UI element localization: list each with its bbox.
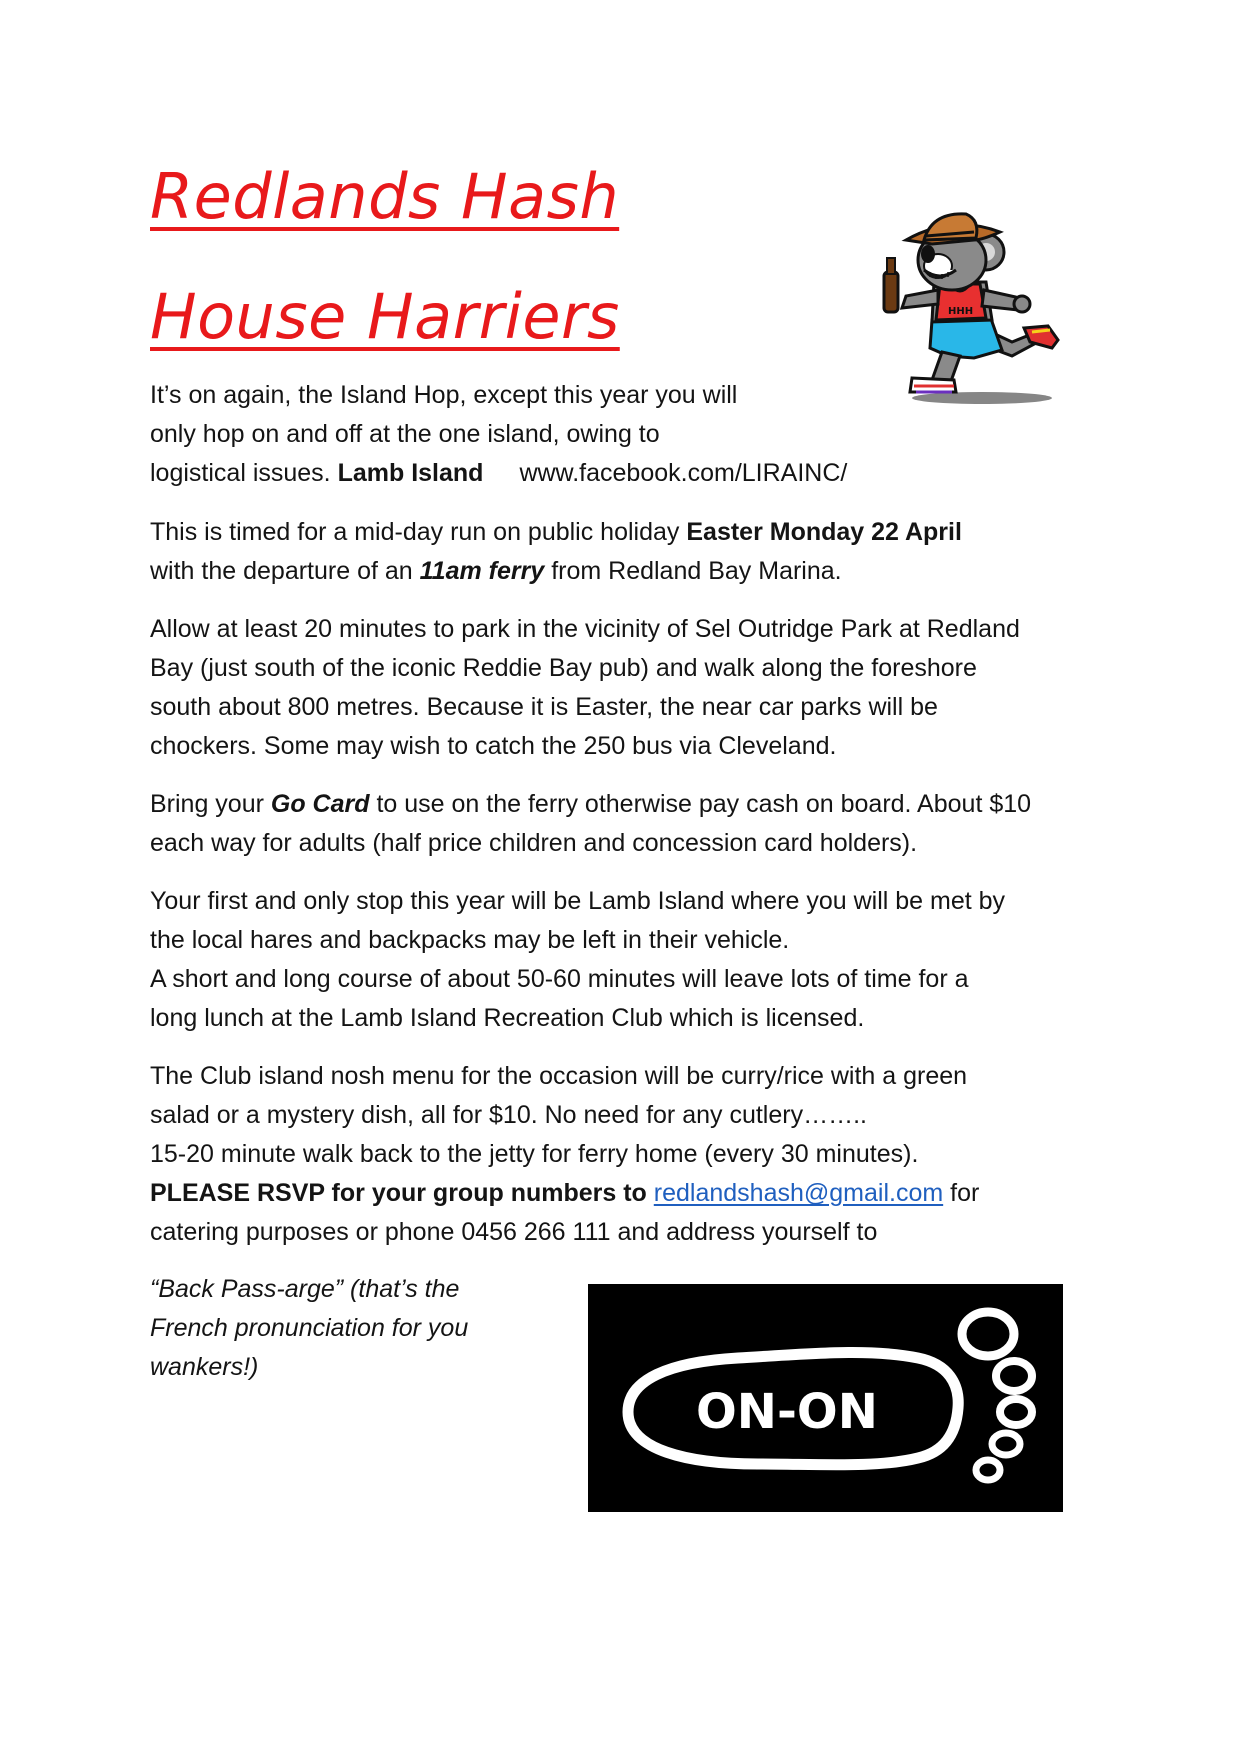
timing-line bbox=[150, 513, 1100, 552]
rsvp-line: catering purposes or phone 0456 266 111 and address yourself to bbox=[150, 1218, 878, 1246]
menu-line: salad or a mystery dish, all for $10. No need for any cutlery…….. bbox=[150, 1101, 867, 1129]
intro-paragraph bbox=[150, 376, 1100, 493]
title-line-2: House Harriers bbox=[150, 280, 620, 353]
parking-line: chockers. Some may wish to catch the 250 bus via Cleveland. bbox=[150, 732, 837, 760]
rsvp-line bbox=[150, 1174, 1100, 1213]
timing-text: from Redland Bay Marina. bbox=[544, 557, 842, 585]
fare-paragraph bbox=[150, 785, 1100, 863]
intro-line: only hop on and off at the one island, owing to bbox=[150, 420, 660, 448]
parking-line: south about 800 metres. Because it is Easter, the near car parks will be bbox=[150, 693, 938, 721]
footprint-toe bbox=[976, 1460, 1000, 1480]
fare-line: each way for adults (half price children and concession card holders). bbox=[150, 829, 918, 857]
menu-line: The Club island nosh menu for the occasion will be curry/rice with a green bbox=[150, 1062, 968, 1090]
timing-paragraph bbox=[150, 513, 1100, 591]
rsvp-heading: PLEASE RSVP for your group numbers to bbox=[150, 1179, 654, 1207]
quote-line: wankers!) bbox=[150, 1353, 259, 1381]
timing-text: This is timed for a mid-day run on public holiday bbox=[150, 518, 687, 546]
parking-paragraph bbox=[150, 610, 1100, 766]
course-line: long lunch at the Lamb Island Recreation Club which is licensed. bbox=[150, 1004, 865, 1032]
rsvp-email-link[interactable]: redlandshash@gmail.com bbox=[653, 1179, 944, 1207]
footprint-toe bbox=[962, 1312, 1014, 1356]
location-name: Lamb Island bbox=[337, 459, 484, 487]
intro-line-text: logistical issues. bbox=[150, 459, 338, 487]
ferry-time: 11am ferry bbox=[419, 557, 545, 585]
mascot-shirt-text: HHH bbox=[948, 306, 974, 317]
fare-line bbox=[150, 785, 1100, 824]
parking-line: Allow at least 20 minutes to park in the vicinity of Sel Outridge Park at Redland bbox=[150, 615, 1020, 643]
fare-text: to use on the ferry otherwise pay cash on board. About $10 bbox=[369, 790, 1032, 818]
course-line: A short and long course of about 50-60 minutes will leave lots of time for a bbox=[150, 965, 969, 993]
title-line-1: Redlands Hash bbox=[150, 160, 620, 233]
footprint-toe bbox=[996, 1361, 1032, 1391]
quote-line: French pronunciation for you bbox=[150, 1314, 469, 1342]
on-on-footprint-logo bbox=[588, 1284, 1063, 1512]
facebook-url[interactable]: www.facebook.com/LIRAINC/ bbox=[519, 459, 848, 487]
go-card: Go Card bbox=[270, 790, 370, 818]
timing-line bbox=[150, 552, 1100, 591]
course-line: Your first and only stop this year will be Lamb Island where you will be met by bbox=[150, 887, 1006, 915]
menu-line: 15-20 minute walk back to the jetty for ferry home (every 30 minutes). bbox=[150, 1140, 919, 1168]
rsvp-text: for bbox=[943, 1179, 980, 1207]
sign-off-quote bbox=[150, 1270, 530, 1387]
course-line: the local hares and backpacks may be left in their vehicle. bbox=[150, 926, 790, 954]
rsvp-paragraph bbox=[150, 1174, 1100, 1252]
intro-line bbox=[150, 454, 1100, 493]
quote-line: “Back Pass-arge” (that’s the bbox=[150, 1275, 460, 1303]
parking-line: Bay (just south of the iconic Reddie Bay pub) and walk along the foreshore bbox=[150, 654, 977, 682]
menu-paragraph bbox=[150, 1057, 1100, 1174]
event-date: Easter Monday 22 April bbox=[686, 518, 962, 546]
intro-line: It’s on again, the Island Hop, except this year you will bbox=[150, 381, 738, 409]
course-paragraph bbox=[150, 882, 1100, 1038]
fare-text: Bring your bbox=[150, 790, 271, 818]
footprint-toe bbox=[1000, 1399, 1032, 1425]
on-on-text: ON-ON bbox=[696, 1384, 878, 1440]
timing-text: with the departure of an bbox=[150, 557, 420, 585]
footprint-toe bbox=[992, 1433, 1020, 1455]
